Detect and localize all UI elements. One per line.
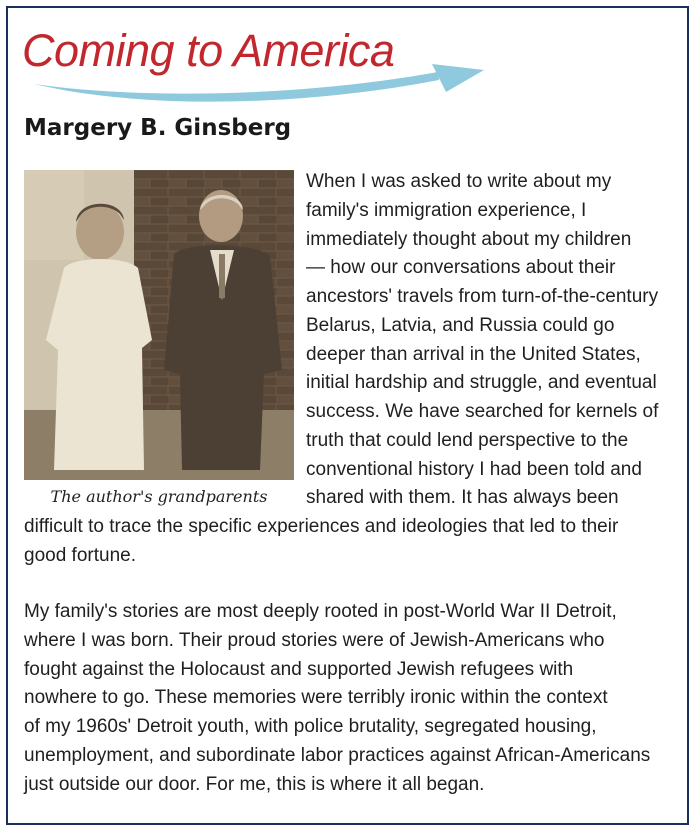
body-line: When I was asked to write about my (306, 171, 612, 192)
body-line: fought against the Holocaust and supported Jewish refugees with (24, 658, 574, 680)
author-name: Margery B. Ginsberg (24, 115, 292, 141)
grandparents-photo (24, 170, 294, 480)
body-line: Belarus, Latvia, and Russia could go (306, 314, 615, 336)
body-line: family's immigration experience, I (306, 199, 587, 221)
page-title: Coming to America (22, 25, 395, 76)
body-line: unemployment, and subordinate labor practices against African-Americans (24, 744, 651, 766)
body-line: My family's stories are most deeply rooted in post-World War II Detroit, (24, 601, 617, 622)
body-line: difficult to trace the specific experiences and ideologies that led to their (24, 516, 619, 537)
body-line: conventional history I had been told and (306, 458, 642, 480)
body-line: immediately thought about my children (306, 228, 632, 250)
body-line: ancestors' travels from turn-of-the-century (306, 286, 659, 307)
body-line: truth that could lend perspective to the (306, 429, 629, 451)
body-line: — how our conversations about their (306, 257, 616, 279)
body-line: good fortune. (24, 544, 136, 566)
photo-caption: The author's grandparents (50, 487, 268, 506)
body-line: deeper than arrival in the United States, (306, 343, 641, 365)
body-line: where I was born. Their proud stories were of Jewish-Americans who (24, 629, 605, 651)
body-line: shared with them. It has always been (306, 487, 619, 509)
body-line: success. We have searched for kernels of (306, 401, 659, 422)
article-header (14, 10, 494, 110)
body-line: nowhere to go. These memories were terribly ironic within the context (24, 687, 608, 709)
body-line: of my 1960s' Detroit youth, with police brutality, segregated housing, (24, 716, 597, 737)
body-line: initial hardship and struggle, and eventual (306, 372, 657, 394)
body-line: just outside our door. For me, this is where it all began. (24, 773, 485, 795)
